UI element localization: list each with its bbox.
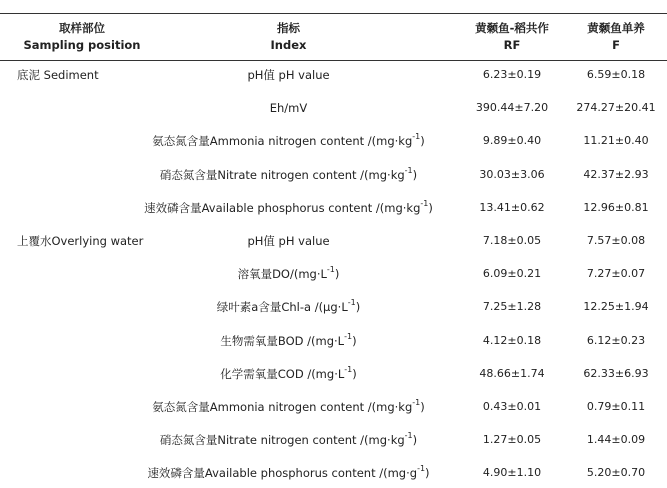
- index-text: 氨态氮含量Ammonia nitrogen content /(mg·kg: [152, 400, 413, 414]
- row-index-label: [130, 67, 447, 83]
- row-f-value: 7.57±0.08: [586, 234, 646, 247]
- row-index-label: [130, 100, 447, 116]
- row-index-label: [130, 133, 447, 149]
- row-rf-value: 0.43±0.01: [482, 400, 542, 413]
- index-text: 溶氧量DO/(mg·L: [237, 267, 327, 281]
- row-f-value: 42.37±2.93: [583, 168, 649, 181]
- row-index-label: [130, 200, 447, 216]
- index-text: 速效磷含量Available phosphorus content /(mg·kg: [144, 201, 421, 215]
- unit-tail: ): [352, 367, 357, 381]
- index-text: 绿叶素a含量Chl-a /(μg·L: [216, 300, 348, 314]
- row-rf-value: 30.03±3.06: [479, 168, 545, 181]
- header-rf-en: RF: [503, 38, 521, 52]
- row-f-value: 12.96±0.81: [583, 201, 649, 214]
- header-index-en: Index: [270, 38, 307, 52]
- row-f-value: 12.25±1.94: [583, 300, 649, 313]
- unit-exponent: -1: [344, 332, 353, 342]
- row-rf-value: 4.12±0.18: [482, 334, 542, 347]
- row-f-value: 11.21±0.40: [583, 134, 649, 147]
- index-text: 硝态氮含量Nitrate nitrogen content /(mg·kg: [159, 433, 405, 447]
- index-text: Eh/mV: [269, 101, 308, 115]
- row-index-label: [130, 399, 447, 415]
- header-position-en: Sampling position: [23, 38, 141, 52]
- index-text: 速效磷含量Available phosphorus content /(mg·g: [147, 466, 418, 480]
- unit-tail: ): [355, 300, 361, 314]
- unit-tail: ): [420, 400, 425, 414]
- unit-tail: ): [420, 134, 425, 148]
- row-rf-value: 9.89±0.40: [482, 134, 542, 147]
- header-f-cn: 黄颡鱼单养: [587, 21, 645, 35]
- header-rf-cn: 黄颡鱼-稻共作: [475, 21, 549, 35]
- header-rule: [0, 60, 667, 61]
- index-text: pH值 pH value: [247, 68, 330, 82]
- unit-tail: ): [352, 334, 357, 348]
- unit-exponent: -1: [326, 265, 335, 275]
- row-rf-value: 13.41±0.62: [479, 201, 545, 214]
- unit-exponent: -1: [344, 365, 353, 375]
- row-f-value: 6.12±0.23: [586, 334, 646, 347]
- unit-exponent: -1: [412, 398, 421, 408]
- row-index-label: [130, 167, 447, 183]
- row-f-value: 5.20±0.70: [586, 466, 646, 479]
- row-rf-value: 7.25±1.28: [482, 300, 542, 313]
- header-index: [130, 20, 447, 54]
- unit-tail: ): [412, 433, 418, 447]
- unit-tail: ): [334, 267, 340, 281]
- row-f-value: 7.27±0.07: [586, 267, 646, 280]
- row-f-value: 1.44±0.09: [586, 433, 646, 446]
- header-rf: [462, 20, 562, 54]
- unit-exponent: -1: [420, 199, 429, 209]
- row-index-label: [130, 333, 447, 349]
- row-rf-value: 390.44±7.20: [475, 101, 549, 114]
- index-text: 硝态氮含量Nitrate nitrogen content /(mg·kg: [159, 168, 405, 182]
- index-text: 氨态氮含量Ammonia nitrogen content /(mg·kg: [152, 134, 413, 148]
- header-index-cn: 指标: [277, 21, 300, 35]
- header-f-en: F: [612, 38, 620, 52]
- header-f: [566, 20, 666, 54]
- unit-tail: ): [412, 168, 418, 182]
- index-text: 化学需氧量COD /(mg·L: [220, 367, 345, 381]
- row-index-label: [130, 366, 447, 382]
- row-rf-value: 6.09±0.21: [482, 267, 542, 280]
- row-index-label: [130, 432, 447, 448]
- row-rf-value: 7.18±0.05: [482, 234, 542, 247]
- row-rf-value: 4.90±1.10: [482, 466, 542, 479]
- header-position-cn: 取样部位: [59, 21, 105, 35]
- row-index-label: [130, 299, 447, 315]
- row-f-value: 6.59±0.18: [586, 68, 646, 81]
- row-rf-value: 48.66±1.74: [479, 367, 545, 380]
- row-f-value: 0.79±0.11: [586, 400, 646, 413]
- row-f-value: 62.33±6.93: [583, 367, 649, 380]
- unit-exponent: -1: [404, 431, 413, 441]
- row-rf-value: 1.27±0.05: [482, 433, 542, 446]
- unit-exponent: -1: [404, 166, 413, 176]
- unit-tail: ): [425, 466, 430, 480]
- index-text: pH值 pH value: [247, 234, 330, 248]
- row-index-label: [130, 266, 447, 282]
- unit-exponent: -1: [347, 298, 356, 308]
- index-text: 生物需氧量BOD /(mg·L: [220, 334, 345, 348]
- unit-exponent: -1: [412, 132, 421, 142]
- row-index-label: [130, 465, 447, 481]
- unit-exponent: -1: [417, 464, 426, 474]
- row-rf-value: 6.23±0.19: [482, 68, 542, 81]
- top-rule: [0, 13, 667, 14]
- unit-tail: ): [428, 201, 433, 215]
- row-position-label: 底泥 Sediment: [17, 68, 99, 82]
- row-index-label: [130, 233, 447, 249]
- row-position-label: 上覆水Overlying water: [17, 234, 144, 248]
- row-f-value: 274.27±20.41: [576, 101, 656, 114]
